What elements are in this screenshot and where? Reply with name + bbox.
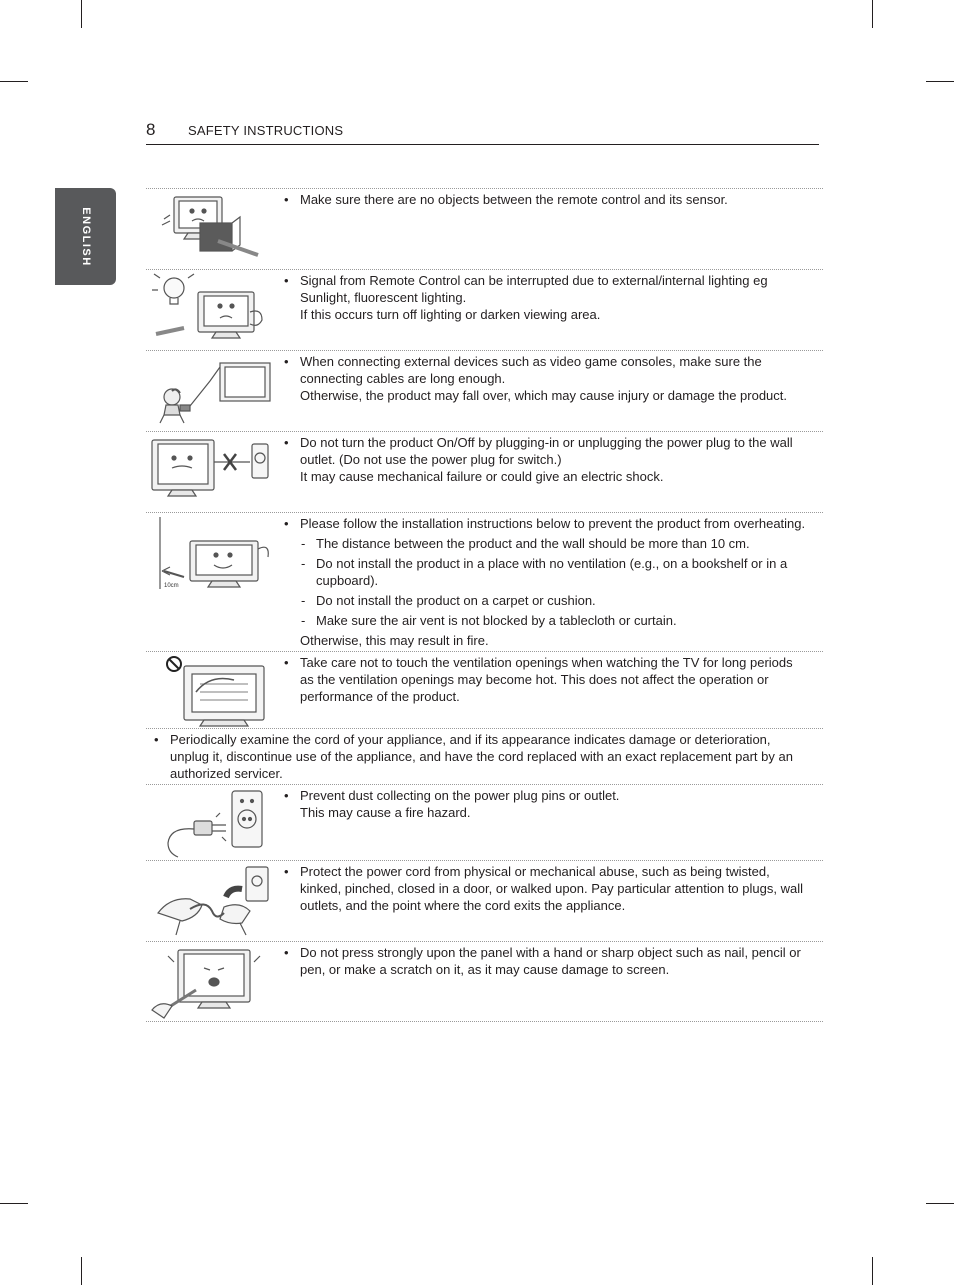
crop-mark (926, 81, 954, 82)
crop-mark (926, 1203, 954, 1204)
bullet-text: • Protect the power cord from physical or mechanical abuse, such as being twisted, kinked, pinched, closed in a door, or walked upon. Pay particular attention to plugs, wall outlets, and the point where the cord exits the appliance. (284, 863, 814, 914)
bullet-text: • Signal from Remote Control can be interrupted due to external/internal lighting eg Sunlight, fluorescent lighting. If this occurs turn off lighting or darken viewing area. (284, 272, 814, 323)
tv-remote-blocked-illustration (150, 191, 274, 267)
crop-mark (81, 1257, 82, 1285)
bullet-text: • Do not press strongly upon the panel with a hand or sharp object such as nail, pencil or pen, or make a scratch on it, as it may cause damage to screen. (284, 944, 814, 978)
screen-press-illustration (150, 944, 274, 1020)
safety-item (146, 431, 823, 512)
safety-item (146, 651, 823, 728)
hot-vent-illustration (150, 654, 274, 730)
safety-item (146, 784, 823, 860)
bullet-text: • Periodically examine the cord of your appliance, and if its appearance indicates damage or deterioration, unplug it, discontinue use of the appliance, and have the cord replaced with an exact replacement part by an authorized servicer. (154, 731, 814, 782)
ventilation-distance-illustration (150, 515, 274, 591)
safety-item (146, 941, 823, 1022)
safety-item (146, 512, 823, 651)
bullet-text: • Do not turn the product On/Off by plugging-in or unplugging the power plug to the wall outlet. (Do not use the power plug for switch.) It may cause mechanical failure or could give an electric shock. (284, 434, 814, 485)
bullet-text: • Prevent dust collecting on the power plug pins or outlet. This may cause a fire hazard. (284, 787, 814, 821)
safety-item (146, 860, 823, 941)
sub-item: - Do not install the product on a carpet or cushion. (284, 592, 814, 609)
distance-label: 10cm (164, 583, 179, 589)
language-tab (55, 188, 116, 285)
language-tab-label: ENGLISH (79, 206, 92, 267)
cord-abuse-illustration (150, 863, 274, 939)
crop-mark (0, 1203, 28, 1204)
page-header (146, 120, 819, 145)
bullet-text: • Please follow the installation instructions below to prevent the product from overheating. (284, 515, 814, 532)
page-number: 8 (146, 120, 156, 139)
crop-mark (872, 0, 873, 28)
safety-item (146, 269, 823, 350)
power-plug-switch-illustration (150, 434, 274, 510)
bullet-text: • Make sure there are no objects between the remote control and its sensor. (284, 191, 814, 208)
sub-item: - The distance between the product and the wall should be more than 10 cm. (284, 535, 814, 552)
dusty-plug-illustration (150, 787, 274, 863)
safety-list (146, 188, 823, 1022)
note-text: Otherwise, this may result in fire. (300, 633, 489, 648)
console-cable-illustration (150, 353, 274, 429)
crop-mark (872, 1257, 873, 1285)
section-title: SAFETY INSTRUCTIONS (188, 123, 344, 138)
crop-mark (81, 0, 82, 28)
sub-item: - Make sure the air vent is not blocked by a tablecloth or curtain. (284, 612, 814, 629)
bullet-text: • When connecting external devices such as video game consoles, make sure the connecting cables are long enough. Otherwise, the product may fall over, which may cause injury or damage the product. (284, 353, 814, 404)
safety-item (146, 188, 823, 269)
bullet-text: • Take care not to touch the ventilation openings when watching the TV for long periods as the ventilation openings may become hot. This does not affect the operation or performance of the product. (284, 654, 814, 705)
light-interference-illustration (150, 272, 274, 348)
sub-item: - Do not install the product in a place with no ventilation (e.g., on a bookshelf or in a cupboard). (284, 555, 814, 589)
safety-item (146, 728, 823, 784)
crop-mark (0, 81, 28, 82)
safety-item (146, 350, 823, 431)
